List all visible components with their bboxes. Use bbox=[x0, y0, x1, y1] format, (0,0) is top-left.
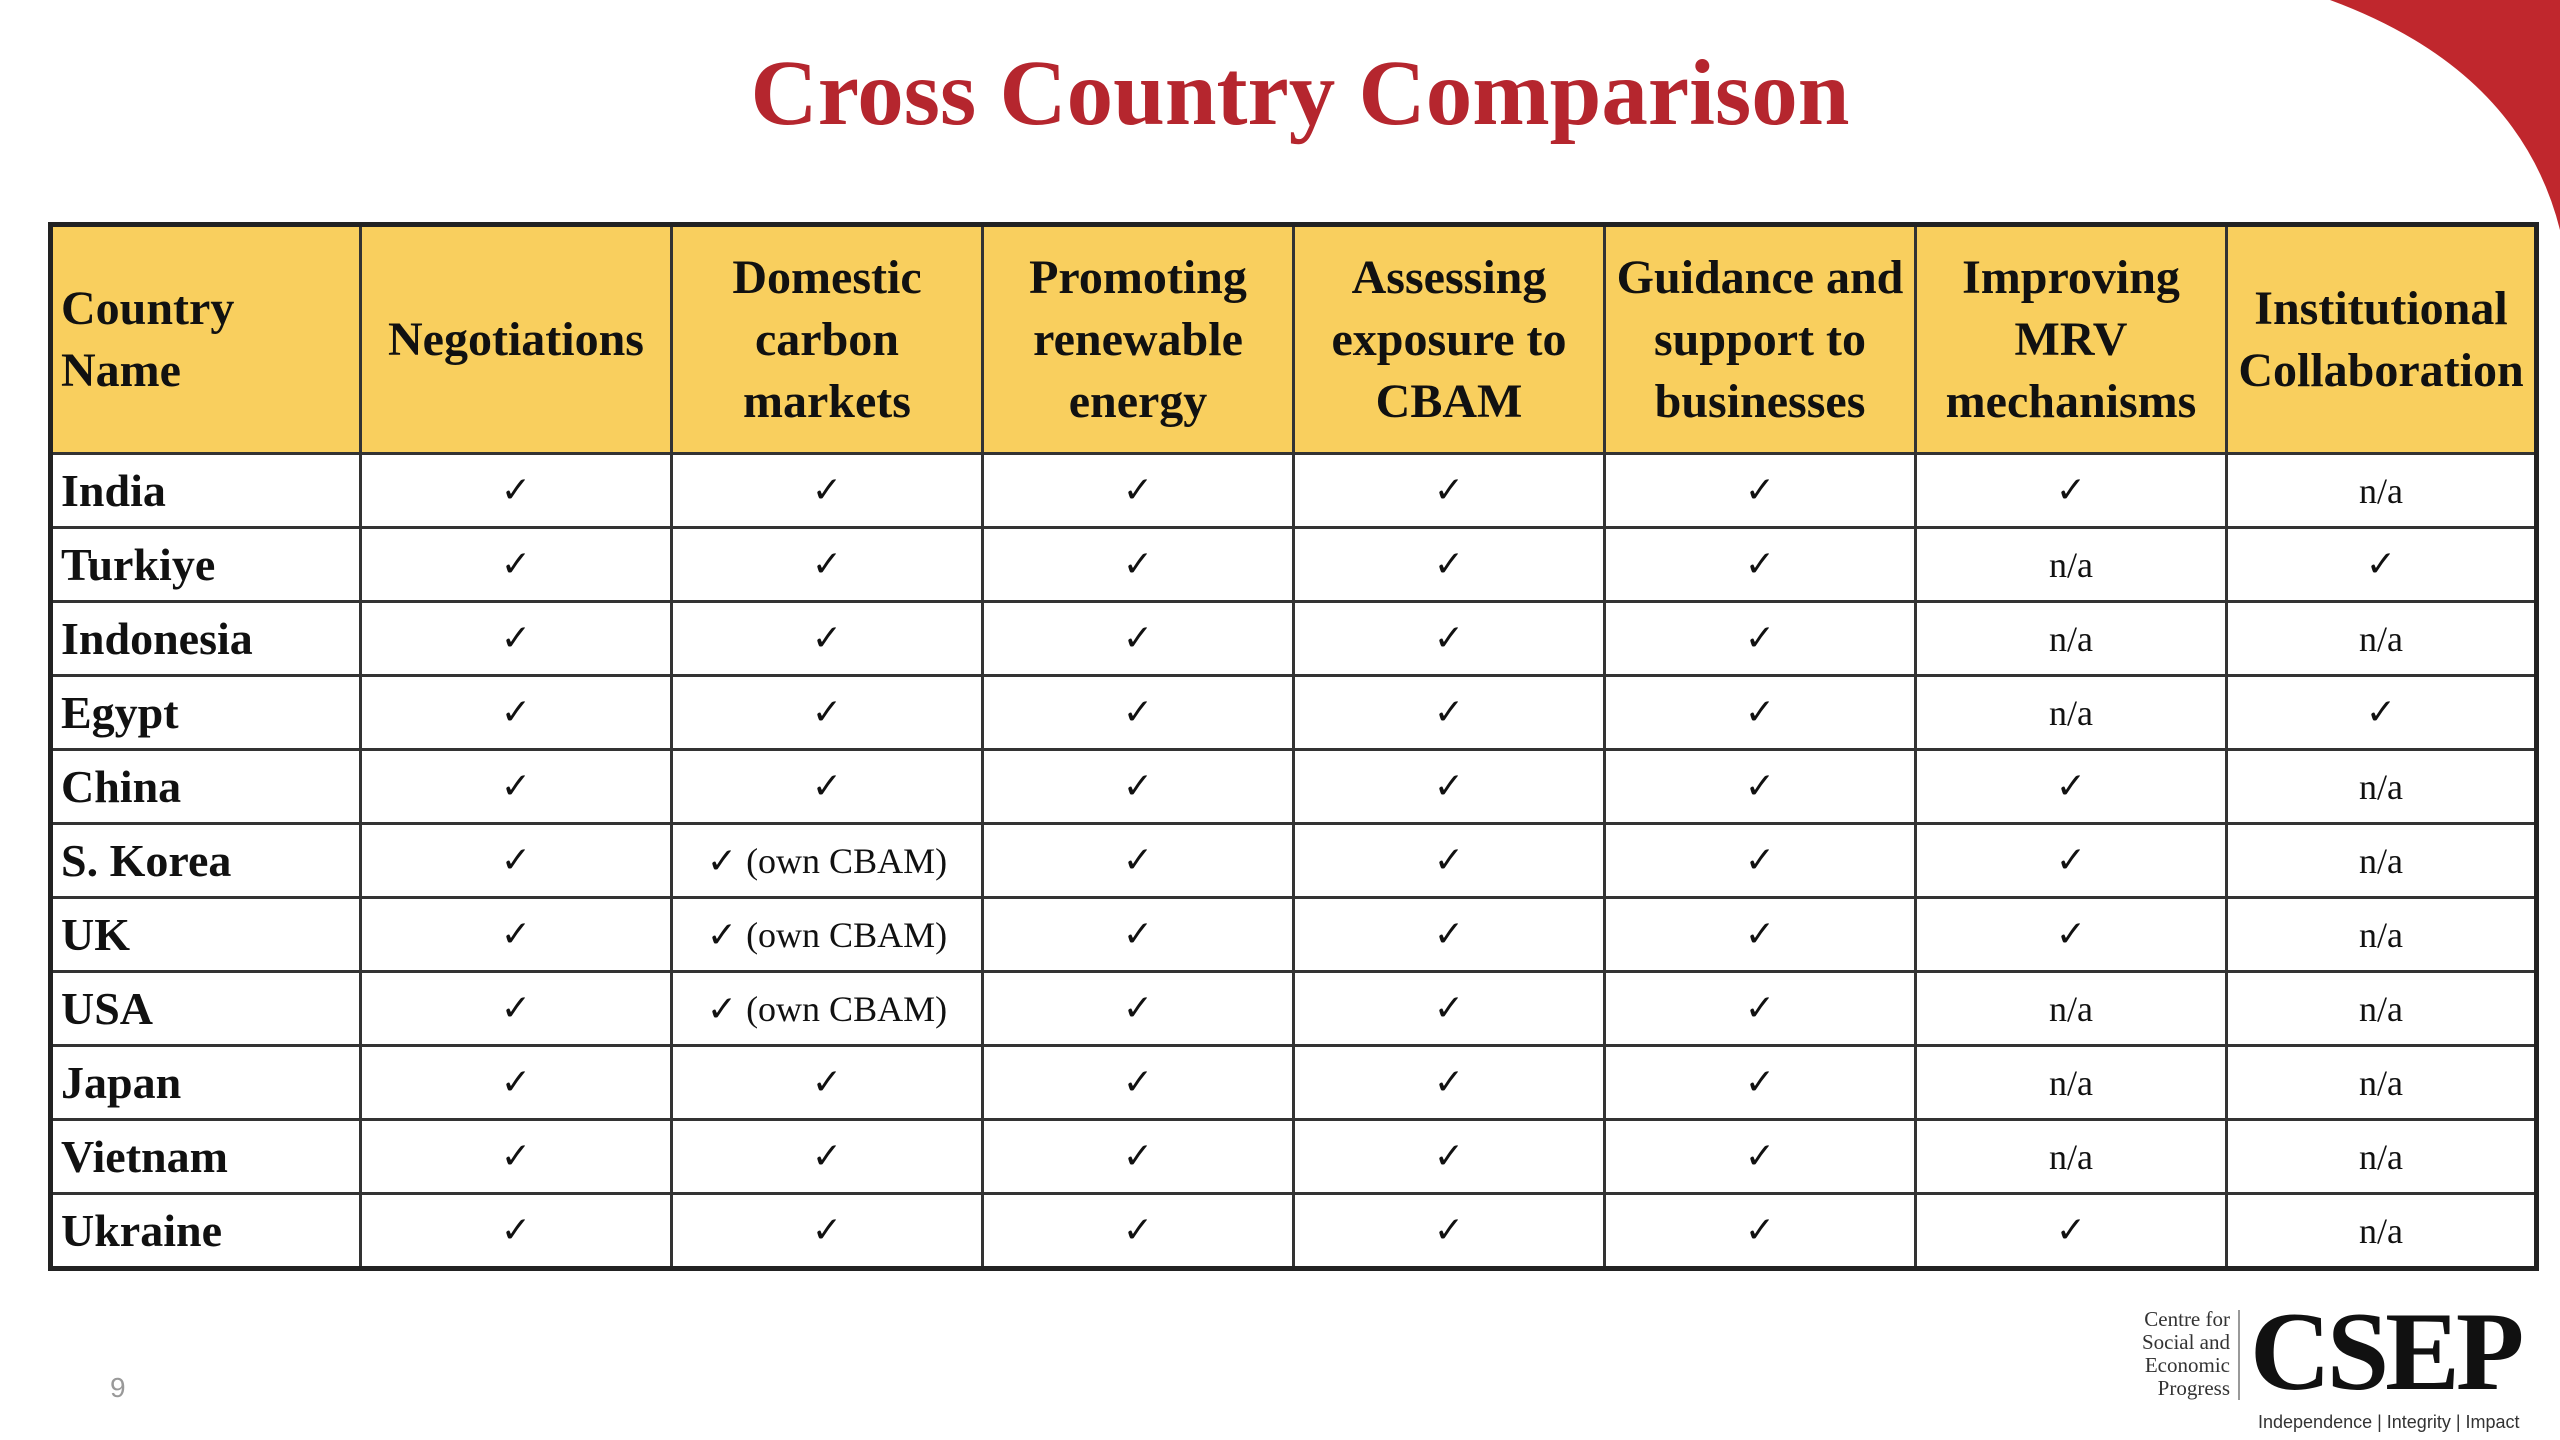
table-cell: ✓ bbox=[983, 1120, 1294, 1194]
table-cell: ✓ bbox=[1294, 454, 1605, 528]
table-cell: ✓ bbox=[1916, 750, 2227, 824]
table-cell: ✓ bbox=[1294, 1046, 1605, 1120]
header-country-name: Country Name bbox=[51, 225, 361, 454]
table-cell: ✓ bbox=[672, 1046, 983, 1120]
table-cell: ✓ bbox=[1294, 528, 1605, 602]
table-cell: ✓ bbox=[1605, 528, 1916, 602]
table-cell: ✓ bbox=[1294, 1120, 1605, 1194]
table-cell: ✓ bbox=[1605, 1194, 1916, 1269]
corner-accent-decoration bbox=[2330, 0, 2560, 230]
table-cell: ✓ bbox=[1294, 1194, 1605, 1269]
table-cell: n/a bbox=[2227, 750, 2537, 824]
logo-tagline: Independence | Integrity | Impact bbox=[2258, 1412, 2520, 1432]
table-cell: ✓ bbox=[983, 750, 1294, 824]
column-header: Promoting renewable energy bbox=[983, 225, 1294, 454]
table-cell: ✓ bbox=[1605, 1120, 1916, 1194]
table-cell: ✓ bbox=[1294, 602, 1605, 676]
table-cell: ✓ bbox=[672, 602, 983, 676]
table-cell: ✓ bbox=[983, 824, 1294, 898]
table-cell: ✓ bbox=[361, 898, 672, 972]
table-cell: ✓ bbox=[361, 602, 672, 676]
table-cell: ✓ bbox=[983, 454, 1294, 528]
table-cell: n/a bbox=[1916, 1120, 2227, 1194]
table-cell: ✓ bbox=[672, 528, 983, 602]
table-cell: ✓ bbox=[2227, 528, 2537, 602]
table-cell: n/a bbox=[2227, 1194, 2537, 1269]
column-header: Domestic carbon markets bbox=[672, 225, 983, 454]
column-header: Improving MRV mechanisms bbox=[1916, 225, 2227, 454]
country-name-cell: UK bbox=[51, 898, 361, 972]
table-cell: ✓ bbox=[361, 750, 672, 824]
table-cell: ✓ bbox=[672, 1120, 983, 1194]
table-cell: ✓ bbox=[1605, 676, 1916, 750]
country-name-cell: USA bbox=[51, 972, 361, 1046]
table-cell: n/a bbox=[1916, 972, 2227, 1046]
table-row bbox=[51, 750, 2537, 824]
table-cell-with-note: ✓ (own CBAM) bbox=[672, 824, 983, 898]
table-cell: ✓ bbox=[1605, 750, 1916, 824]
country-name-cell: Japan bbox=[51, 1046, 361, 1120]
logo-org-line: Economic bbox=[2144, 1353, 2230, 1377]
table-body bbox=[51, 454, 2537, 1269]
table-cell: n/a bbox=[2227, 602, 2537, 676]
column-header: Assessing exposure to CBAM bbox=[1294, 225, 1605, 454]
table-cell: ✓ bbox=[1294, 824, 1605, 898]
table-cell: n/a bbox=[1916, 528, 2227, 602]
table-cell-with-note: ✓ (own CBAM) bbox=[672, 972, 983, 1046]
table-cell: ✓ bbox=[1605, 824, 1916, 898]
table-cell: ✓ bbox=[1916, 1194, 2227, 1269]
table-cell: ✓ bbox=[361, 972, 672, 1046]
table-cell: n/a bbox=[2227, 972, 2537, 1046]
table-cell: n/a bbox=[2227, 1046, 2537, 1120]
logo-org-line: Progress bbox=[2157, 1376, 2230, 1400]
table-cell: ✓ bbox=[983, 972, 1294, 1046]
table-cell: ✓ bbox=[1605, 972, 1916, 1046]
table-cell: ✓ bbox=[1294, 750, 1605, 824]
table-header-row bbox=[51, 225, 2537, 454]
table-cell: ✓ bbox=[672, 454, 983, 528]
table-row bbox=[51, 602, 2537, 676]
table-cell: ✓ bbox=[1916, 824, 2227, 898]
logo-mark: CSEP bbox=[2250, 1290, 2521, 1414]
country-name-cell: Ukraine bbox=[51, 1194, 361, 1269]
page-number: 9 bbox=[110, 1372, 126, 1403]
table-cell: ✓ bbox=[361, 824, 672, 898]
table-cell: ✓ bbox=[361, 1046, 672, 1120]
table-row bbox=[51, 1194, 2537, 1269]
table-cell: ✓ bbox=[672, 676, 983, 750]
logo-org-name bbox=[2128, 1308, 2230, 1400]
table-cell: ✓ bbox=[1916, 454, 2227, 528]
table-cell: n/a bbox=[2227, 824, 2537, 898]
table-row bbox=[51, 676, 2537, 750]
table-row bbox=[51, 824, 2537, 898]
table-cell: n/a bbox=[1916, 602, 2227, 676]
table-cell: ✓ bbox=[983, 602, 1294, 676]
table-cell: ✓ bbox=[983, 528, 1294, 602]
table-cell: n/a bbox=[1916, 1046, 2227, 1120]
table-cell-with-note: ✓ (own CBAM) bbox=[672, 898, 983, 972]
country-name-cell: Turkiye bbox=[51, 528, 361, 602]
table-row bbox=[51, 528, 2537, 602]
table-cell: ✓ bbox=[361, 528, 672, 602]
country-name-cell: China bbox=[51, 750, 361, 824]
table-cell: n/a bbox=[1916, 676, 2227, 750]
table-cell: ✓ bbox=[1294, 972, 1605, 1046]
table-cell: n/a bbox=[2227, 454, 2537, 528]
table-row bbox=[51, 972, 2537, 1046]
table-cell: ✓ bbox=[1916, 898, 2227, 972]
table-cell: ✓ bbox=[361, 1120, 672, 1194]
table-row bbox=[51, 1046, 2537, 1120]
table-row bbox=[51, 1120, 2537, 1194]
table-cell: ✓ bbox=[2227, 676, 2537, 750]
table-cell: ✓ bbox=[983, 1194, 1294, 1269]
table-cell: ✓ bbox=[983, 898, 1294, 972]
logo-divider bbox=[2238, 1310, 2240, 1400]
table-cell: ✓ bbox=[1294, 898, 1605, 972]
column-header: Negotiations bbox=[361, 225, 672, 454]
slide-title: Cross Country Comparison bbox=[750, 42, 1850, 145]
table-row bbox=[51, 454, 2537, 528]
table-cell: ✓ bbox=[361, 454, 672, 528]
country-name-cell: Vietnam bbox=[51, 1120, 361, 1194]
logo-org-line: Centre for bbox=[2144, 1307, 2230, 1331]
table-cell: ✓ bbox=[361, 676, 672, 750]
table-row bbox=[51, 898, 2537, 972]
csep-logo bbox=[2128, 1290, 2560, 1440]
table-cell: ✓ bbox=[1294, 676, 1605, 750]
table-cell: ✓ bbox=[1605, 602, 1916, 676]
column-header: Institutional Collaboration bbox=[2227, 225, 2537, 454]
table-cell: ✓ bbox=[1605, 1046, 1916, 1120]
table-cell: ✓ bbox=[1605, 454, 1916, 528]
table-cell: ✓ bbox=[672, 750, 983, 824]
table-cell: n/a bbox=[2227, 1120, 2537, 1194]
country-name-cell: Indonesia bbox=[51, 602, 361, 676]
table-cell: ✓ bbox=[1605, 898, 1916, 972]
country-name-cell: India bbox=[51, 454, 361, 528]
table-cell: n/a bbox=[2227, 898, 2537, 972]
logo-org-line: Social and bbox=[2141, 1330, 2230, 1354]
column-header: Guidance and support to businesses bbox=[1605, 225, 1916, 454]
table-cell: ✓ bbox=[672, 1194, 983, 1269]
table-cell: ✓ bbox=[361, 1194, 672, 1269]
country-name-cell: Egypt bbox=[51, 676, 361, 750]
table-cell: ✓ bbox=[983, 676, 1294, 750]
comparison-table bbox=[48, 222, 2539, 1271]
table-cell: ✓ bbox=[983, 1046, 1294, 1120]
country-name-cell: S. Korea bbox=[51, 824, 361, 898]
